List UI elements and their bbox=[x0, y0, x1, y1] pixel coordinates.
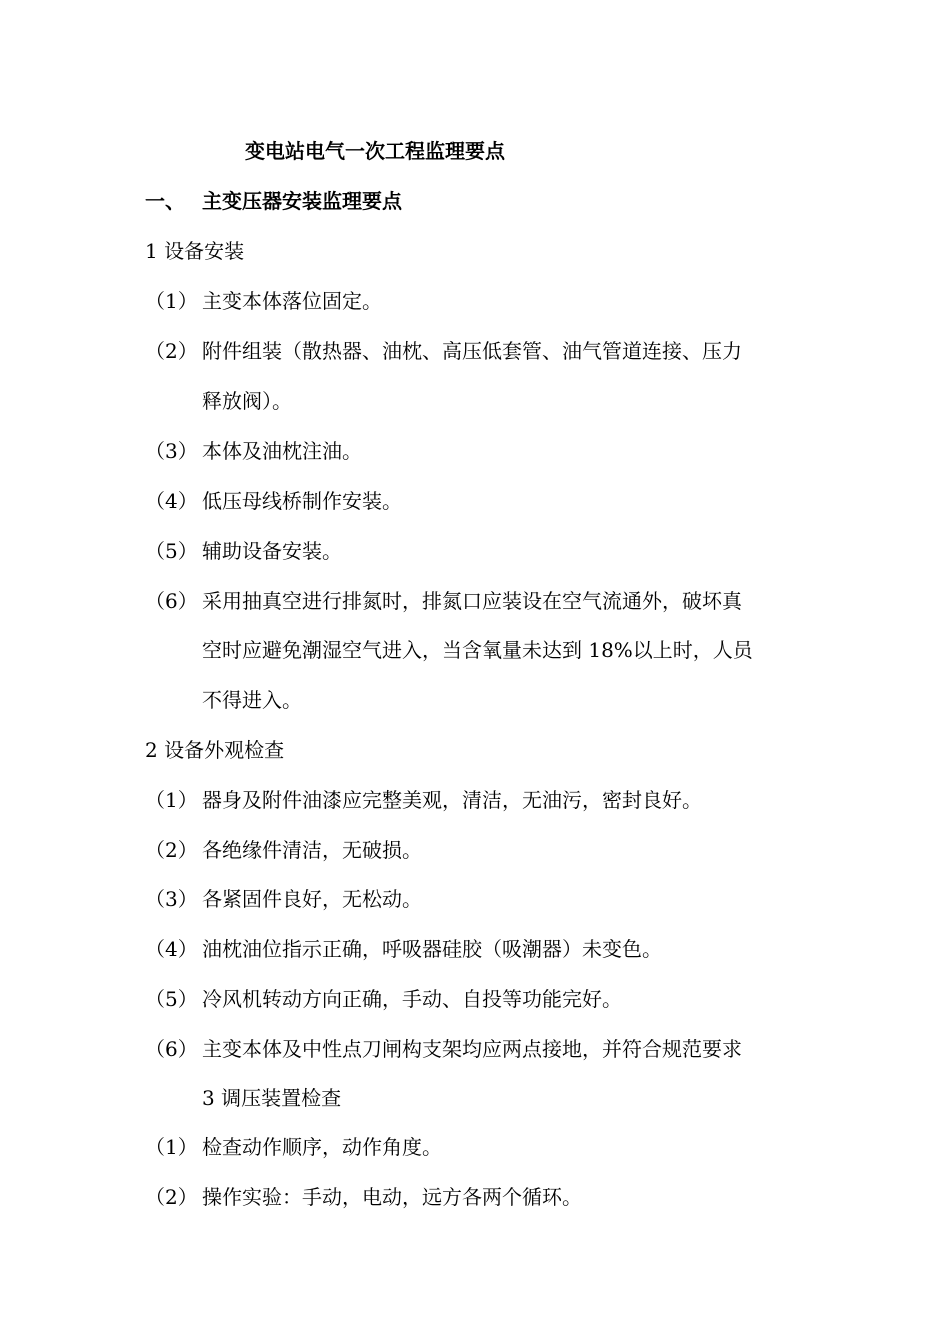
list-item-text: 主变本体落位固定。 bbox=[202, 289, 382, 313]
list-item-text: 冷风机转动方向正确，手动、自投等功能完好。 bbox=[202, 987, 622, 1011]
list-item-text: 器身及附件油漆应完整美观，清洁，无油污，密封良好。 bbox=[202, 788, 702, 812]
list-item-number: （6） bbox=[145, 1037, 198, 1061]
section-number: 一、 bbox=[145, 189, 185, 213]
list-item-number: （4） bbox=[145, 489, 198, 513]
list-item-number: （1） bbox=[145, 1135, 198, 1159]
list-item-text: 低压母线桥制作安装。 bbox=[202, 489, 402, 513]
section-title: 主变压器安装监理要点 bbox=[202, 189, 402, 213]
subsection-heading: 1 设备安装 bbox=[145, 239, 245, 263]
list-item bbox=[145, 985, 825, 1013]
list-item bbox=[145, 836, 825, 864]
list-item-number: （1） bbox=[145, 788, 198, 812]
list-item-number: （1） bbox=[145, 289, 198, 313]
list-item-text: 辅助设备安装。 bbox=[202, 539, 342, 563]
list-item bbox=[145, 437, 825, 465]
list-item-number: （3） bbox=[145, 887, 198, 911]
list-item bbox=[145, 587, 825, 615]
list-item-number: （2） bbox=[145, 339, 198, 363]
list-item-number: （2） bbox=[145, 838, 198, 862]
list-item bbox=[145, 935, 825, 963]
list-item-text: 本体及油枕注油。 bbox=[202, 439, 362, 463]
list-item bbox=[145, 287, 825, 315]
list-item-text: 各紧固件良好，无松动。 bbox=[202, 887, 422, 911]
list-item-number: （5） bbox=[145, 987, 198, 1011]
list-item-text: 附件组装（散热器、油枕、高压低套管、油气管道连接、压力 bbox=[202, 339, 742, 363]
list-item-number: （2） bbox=[145, 1185, 198, 1209]
section-heading bbox=[145, 187, 825, 215]
list-item-text: 各绝缘件清洁，无破损。 bbox=[202, 838, 422, 862]
list-item-text: 检查动作顺序，动作角度。 bbox=[202, 1135, 442, 1159]
list-item-text: 主变本体及中性点刀闸构支架均应两点接地，并符合规范要求 bbox=[202, 1037, 742, 1061]
list-item bbox=[145, 1133, 825, 1161]
list-item bbox=[145, 487, 825, 515]
list-item-number: （4） bbox=[145, 937, 198, 961]
subsection-heading: 2 设备外观检查 bbox=[145, 738, 285, 762]
list-item-continuation: 释放阀）。 bbox=[202, 389, 292, 413]
list-item-number: （6） bbox=[145, 589, 198, 613]
document-title: 变电站电气一次工程监理要点 bbox=[245, 139, 505, 163]
subsection-heading: 3 调压装置检查 bbox=[202, 1086, 342, 1110]
list-item-number: （5） bbox=[145, 539, 198, 563]
list-item bbox=[145, 885, 825, 913]
list-item bbox=[145, 786, 825, 814]
list-item-continuation: 不得进入。 bbox=[202, 688, 302, 712]
list-item bbox=[145, 1183, 825, 1211]
list-item-number: （3） bbox=[145, 439, 198, 463]
list-item-continuation: 空时应避免潮湿空气进入，当含氧量未达到 18%以上时，人员 bbox=[202, 638, 753, 662]
list-item-text: 采用抽真空进行排氮时，排氮口应装设在空气流通外，破坏真 bbox=[202, 589, 742, 613]
list-item bbox=[145, 537, 825, 565]
list-item-text: 操作实验：手动，电动，远方各两个循环。 bbox=[202, 1185, 582, 1209]
list-item-text: 油枕油位指示正确，呼吸器硅胶（吸潮器）未变色。 bbox=[202, 937, 662, 961]
list-item bbox=[145, 1035, 825, 1063]
list-item bbox=[145, 337, 825, 365]
